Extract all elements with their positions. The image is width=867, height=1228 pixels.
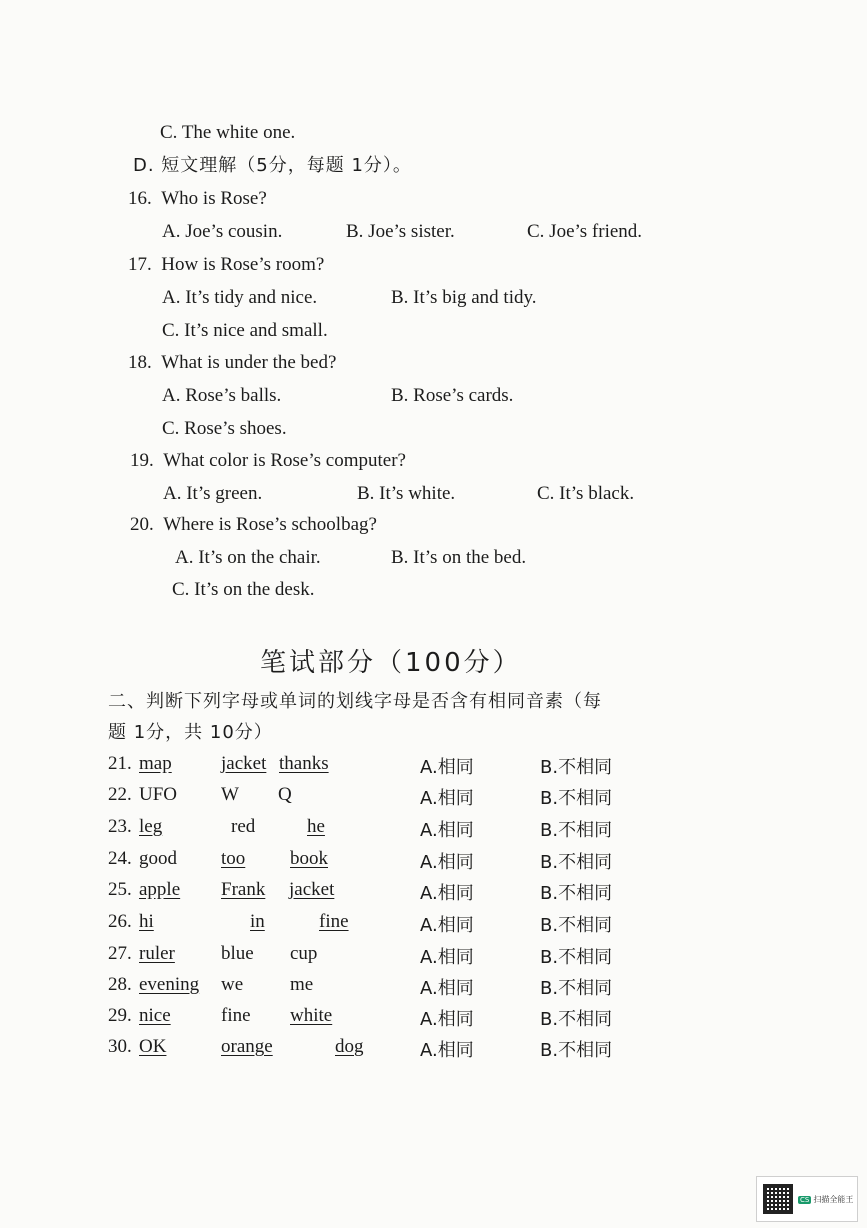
word-w3: jacket <box>289 879 335 900</box>
word-w3: fine <box>319 911 349 932</box>
question-text: Where is Rose’s schoolbag? <box>163 514 377 535</box>
word-w2: blue <box>221 943 254 964</box>
row-number: 23. <box>108 816 132 837</box>
word-w1: good <box>139 848 177 869</box>
word-w2: Frank <box>221 879 266 900</box>
choice-a-same: A.相同 <box>420 1009 474 1030</box>
choice-b-different: B.不相同 <box>540 788 613 809</box>
question-19 <box>130 449 406 473</box>
q16-option-a: A. Joe’s cousin. <box>162 221 283 242</box>
row-number: 21. <box>108 753 132 774</box>
row-number: 29. <box>108 1005 132 1026</box>
choice-a-same: A.相同 <box>420 915 474 936</box>
choice-b-different: B.不相同 <box>540 915 613 936</box>
scanner-watermark <box>756 1176 858 1222</box>
option-c-white-one: C. The white one. <box>160 122 296 143</box>
question-number: 20. <box>130 514 154 535</box>
q18-option-b: B. Rose’s cards. <box>391 385 514 406</box>
choice-b-different: B.不相同 <box>540 1009 613 1030</box>
question-16 <box>128 187 267 211</box>
question-18 <box>128 351 336 375</box>
q16-option-b: B. Joe’s sister. <box>346 221 455 242</box>
word-w1: map <box>139 753 172 774</box>
choice-a-same: A.相同 <box>420 820 474 841</box>
qr-code-icon <box>763 1184 793 1214</box>
q20-option-a: A. It’s on the chair. <box>175 547 321 568</box>
choice-a-same: A.相同 <box>420 947 474 968</box>
section-d-heading: D. 短文理解（5分，每题 1分）。 <box>133 155 412 176</box>
word-w3: Q <box>278 784 292 805</box>
row-number: 22. <box>108 784 132 805</box>
word-w2: jacket <box>221 753 267 774</box>
section2-instruction-line2: 题 1分，共 10分） <box>108 722 273 743</box>
row-number: 27. <box>108 943 132 964</box>
row-number: 30. <box>108 1036 132 1057</box>
choice-a-same: A.相同 <box>420 852 474 873</box>
scanner-name: 扫描全能王 <box>813 1194 854 1204</box>
word-w2: fine <box>221 1005 251 1026</box>
word-w3: book <box>290 848 328 869</box>
choice-b-different: B.不相同 <box>540 947 613 968</box>
word-w3: dog <box>335 1036 364 1057</box>
choice-b-different: B.不相同 <box>540 883 613 904</box>
word-w1: UFO <box>139 784 178 805</box>
word-w2: orange <box>221 1036 273 1057</box>
q19-option-a: A. It’s green. <box>163 483 263 504</box>
question-text: What is under the bed? <box>161 352 337 373</box>
question-number: 16. <box>128 188 152 209</box>
q17-option-b: B. It’s big and tidy. <box>391 287 537 308</box>
choice-b-different: B.不相同 <box>540 757 613 778</box>
word-w2: W <box>221 784 239 805</box>
question-text: How is Rose’s room? <box>161 254 325 275</box>
row-number: 26. <box>108 911 132 932</box>
question-number: 17. <box>128 254 152 275</box>
q17-option-a: A. It’s tidy and nice. <box>162 287 318 308</box>
word-w1: ruler <box>139 943 175 964</box>
word-w1: hi <box>139 911 154 932</box>
choice-a-same: A.相同 <box>420 883 474 904</box>
word-w1: apple <box>139 879 181 900</box>
word-w3: me <box>290 974 314 995</box>
word-w3: thanks <box>279 753 329 774</box>
word-w2: too <box>221 848 246 869</box>
choice-b-different: B.不相同 <box>540 978 613 999</box>
word-w1: OK <box>139 1036 167 1057</box>
choice-b-different: B.不相同 <box>540 852 613 873</box>
word-w1: evening <box>139 974 200 995</box>
choice-a-same: A.相同 <box>420 978 474 999</box>
row-number: 25. <box>108 879 132 900</box>
word-w2: in <box>250 911 265 932</box>
q18-option-a: A. Rose’s balls. <box>162 385 282 406</box>
q17-option-c: C. It’s nice and small. <box>162 320 328 341</box>
question-20 <box>130 513 377 537</box>
q20-option-c: C. It’s on the desk. <box>172 579 315 600</box>
question-text: What color is Rose’s computer? <box>163 450 406 471</box>
q18-option-c: C. Rose’s shoes. <box>162 418 287 439</box>
row-number: 28. <box>108 974 132 995</box>
word-w3: he <box>307 816 325 837</box>
row-number: 24. <box>108 848 132 869</box>
word-w1: nice <box>139 1005 171 1026</box>
word-w3: white <box>290 1005 333 1026</box>
choice-a-same: A.相同 <box>420 757 474 778</box>
word-w1: leg <box>139 816 163 837</box>
q19-option-b: B. It’s white. <box>357 483 456 504</box>
section2-instruction-line1: 二、判断下列字母或单词的划线字母是否含有相同音素（每 <box>108 691 602 712</box>
q16-option-c: C. Joe’s friend. <box>527 221 643 242</box>
question-number: 19. <box>130 450 154 471</box>
choice-b-different: B.不相同 <box>540 1040 613 1061</box>
choice-a-same: A.相同 <box>420 788 474 809</box>
word-w3: cup <box>290 943 318 964</box>
word-w2: red <box>231 816 256 837</box>
question-number: 18. <box>128 352 152 373</box>
q20-option-b: B. It’s on the bed. <box>391 547 527 568</box>
q19-option-c: C. It’s black. <box>537 483 635 504</box>
word-w2: we <box>221 974 244 995</box>
choice-a-same: A.相同 <box>420 1040 474 1061</box>
question-17 <box>128 253 324 277</box>
scanner-logo: CS <box>800 1195 810 1204</box>
choice-b-different: B.不相同 <box>540 820 613 841</box>
written-section-title: 笔试部分（100分） <box>260 648 522 678</box>
question-text: Who is Rose? <box>161 188 267 209</box>
scanner-label <box>798 1194 853 1205</box>
